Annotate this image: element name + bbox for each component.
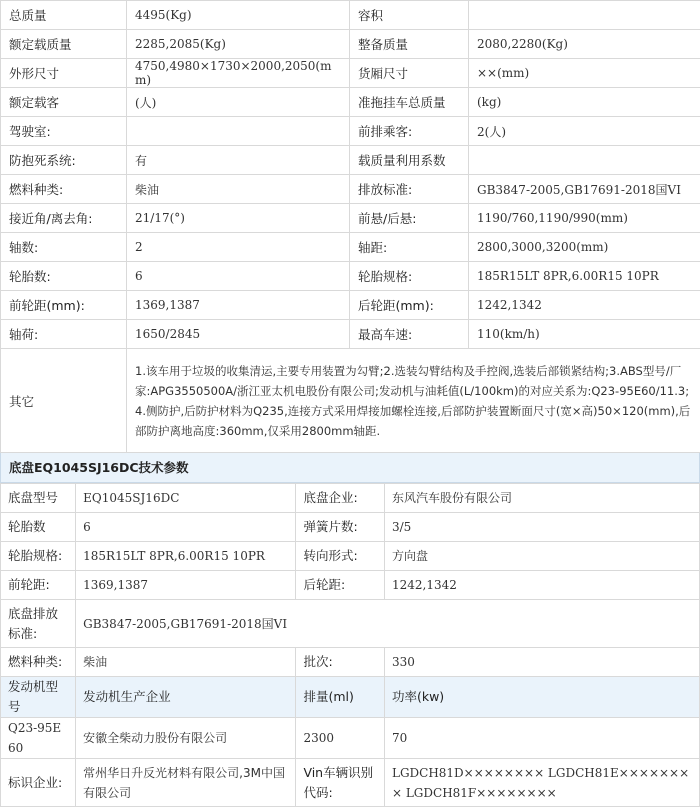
param-value: 4750,4980×1730×2000,2050(mm) <box>127 59 350 88</box>
tires-value: 6 <box>76 513 296 542</box>
table-row <box>1 600 700 648</box>
param-value <box>127 117 350 146</box>
springs-label: 弹簧片数: <box>296 513 385 542</box>
emission-label: 底盘排放标准: <box>1 600 76 648</box>
param-label: 轮胎数: <box>1 262 127 291</box>
param-label: 整备质量 <box>350 30 469 59</box>
param-label: 轮胎规格: <box>350 262 469 291</box>
param-label: 准拖挂车总质量 <box>350 88 469 117</box>
param-value: ××(mm) <box>469 59 700 88</box>
table-row <box>1 571 700 600</box>
tire-spec-label: 轮胎规格: <box>1 542 76 571</box>
param-label: 前悬/后悬: <box>350 204 469 233</box>
param-label: 额定载质量 <box>1 30 127 59</box>
table-row <box>1 759 700 807</box>
chassis-section-title: 底盘EQ1045SJ16DC技术参数 <box>0 453 700 483</box>
param-value <box>469 1 700 30</box>
engine-header-row <box>1 677 700 718</box>
engine-maker-value: 安徽全柴动力股份有限公司 <box>76 718 296 759</box>
param-label: 驾驶室: <box>1 117 127 146</box>
front-track-value: 1369,1387 <box>76 571 296 600</box>
other-row <box>1 349 700 453</box>
param-value: 柴油 <box>127 175 350 204</box>
param-value: 21/17(°) <box>127 204 350 233</box>
table-row <box>1 291 700 320</box>
emission-value: GB3847-2005,GB17691-2018国VI <box>76 600 700 648</box>
table-row <box>1 175 700 204</box>
vin-label: Vin车辆识别代码: <box>296 759 385 807</box>
param-label: 总质量 <box>1 1 127 30</box>
engine-maker-header: 发动机生产企业 <box>76 677 296 718</box>
param-value: 2(人) <box>469 117 700 146</box>
table-row <box>1 513 700 542</box>
chassis-company-label: 底盘企业: <box>296 484 385 513</box>
param-value: (kg) <box>469 88 700 117</box>
chassis-model-value: EQ1045SJ16DC <box>76 484 296 513</box>
springs-value: 3/5 <box>384 513 699 542</box>
table-row <box>1 484 700 513</box>
displacement-value: 2300 <box>296 718 385 759</box>
table-row <box>1 30 700 59</box>
param-value: 1650/2845 <box>127 320 350 349</box>
param-label: 后轮距(mm): <box>350 291 469 320</box>
front-track-label: 前轮距: <box>1 571 76 600</box>
chassis-params-table <box>0 483 700 807</box>
param-value: 1190/760,1190/990(mm) <box>469 204 700 233</box>
param-value: 110(km/h) <box>469 320 700 349</box>
param-label: 轴距: <box>350 233 469 262</box>
param-label: 货厢尺寸 <box>350 59 469 88</box>
batch-value: 330 <box>384 648 699 677</box>
steering-label: 转向形式: <box>296 542 385 571</box>
param-label: 排放标准: <box>350 175 469 204</box>
engine-model-value: Q23-95E60 <box>1 718 76 759</box>
table-row <box>1 146 700 175</box>
table-row <box>1 59 700 88</box>
param-value: 6 <box>127 262 350 291</box>
table-row <box>1 262 700 291</box>
batch-label: 批次: <box>296 648 385 677</box>
param-value: 有 <box>127 146 350 175</box>
param-value: 2080,2280(Kg) <box>469 30 700 59</box>
param-value: GB3847-2005,GB17691-2018国VI <box>469 175 700 204</box>
param-value: 2 <box>127 233 350 262</box>
table-row <box>1 117 700 146</box>
power-header: 功率(kw) <box>384 677 699 718</box>
marks-company-value: 常州华日升反光材料有限公司,3M中国有限公司 <box>76 759 296 807</box>
param-label: 轴数: <box>1 233 127 262</box>
param-label: 前排乘客: <box>350 117 469 146</box>
param-value: 2800,3000,3200(mm) <box>469 233 700 262</box>
fuel-value: 柴油 <box>76 648 296 677</box>
displacement-header: 排量(ml) <box>296 677 385 718</box>
param-label: 载质量利用系数 <box>350 146 469 175</box>
marks-label: 标识企业: <box>1 759 76 807</box>
vin-value: LGDCH81D×××××××× LGDCH81E×××××××× LGDCH81F×××××××× <box>384 759 699 807</box>
table-row <box>1 648 700 677</box>
param-label: 轴荷: <box>1 320 127 349</box>
rear-track-label: 后轮距: <box>296 571 385 600</box>
table-row <box>1 718 700 759</box>
table-row <box>1 320 700 349</box>
param-value: 4495(Kg) <box>127 1 350 30</box>
other-text: 1.该车用于垃圾的收集清运,主要专用装置为勾臂;2.选装勾臂结构及手控阀,选装后部锁紧结构;3.ABS型号/厂家:APG3550500A/浙江亚太机电股份有限公司;发动机与油耗值(L/100km)的对应关系为:Q23-95E60/11.3;4.侧防护,后防护材料为Q235,连接方式采用焊接加螺栓连接,后部防护装置断面尺寸(宽×高)50×120(mm),后部防护离地高度:360mm,仅采用2800mm轴距. <box>127 349 700 453</box>
param-label: 额定载客 <box>1 88 127 117</box>
param-value: 2285,2085(Kg) <box>127 30 350 59</box>
power-value: 70 <box>384 718 699 759</box>
chassis-company-value: 东风汽车股份有限公司 <box>384 484 699 513</box>
table-row <box>1 88 700 117</box>
param-label: 燃料种类: <box>1 175 127 204</box>
tires-label: 轮胎数 <box>1 513 76 542</box>
param-label: 最高车速: <box>350 320 469 349</box>
table-row <box>1 204 700 233</box>
rear-track-value: 1242,1342 <box>384 571 699 600</box>
table-row <box>1 233 700 262</box>
param-label: 容积 <box>350 1 469 30</box>
fuel-label: 燃料种类: <box>1 648 76 677</box>
chassis-model-label: 底盘型号 <box>1 484 76 513</box>
param-value <box>469 146 700 175</box>
param-label: 接近角/离去角: <box>1 204 127 233</box>
param-label: 外形尺寸 <box>1 59 127 88</box>
param-value: (人) <box>127 88 350 117</box>
param-value: 1369,1387 <box>127 291 350 320</box>
tire-spec-value: 185R15LT 8PR,6.00R15 10PR <box>76 542 296 571</box>
param-label: 前轮距(mm): <box>1 291 127 320</box>
table-row <box>1 542 700 571</box>
steering-value: 方向盘 <box>384 542 699 571</box>
engine-model-header: 发动机型号 <box>1 677 76 718</box>
other-label: 其它 <box>1 349 127 453</box>
param-value: 1242,1342 <box>469 291 700 320</box>
table-row <box>1 1 700 30</box>
param-label: 防抱死系统: <box>1 146 127 175</box>
param-value: 185R15LT 8PR,6.00R15 10PR <box>469 262 700 291</box>
